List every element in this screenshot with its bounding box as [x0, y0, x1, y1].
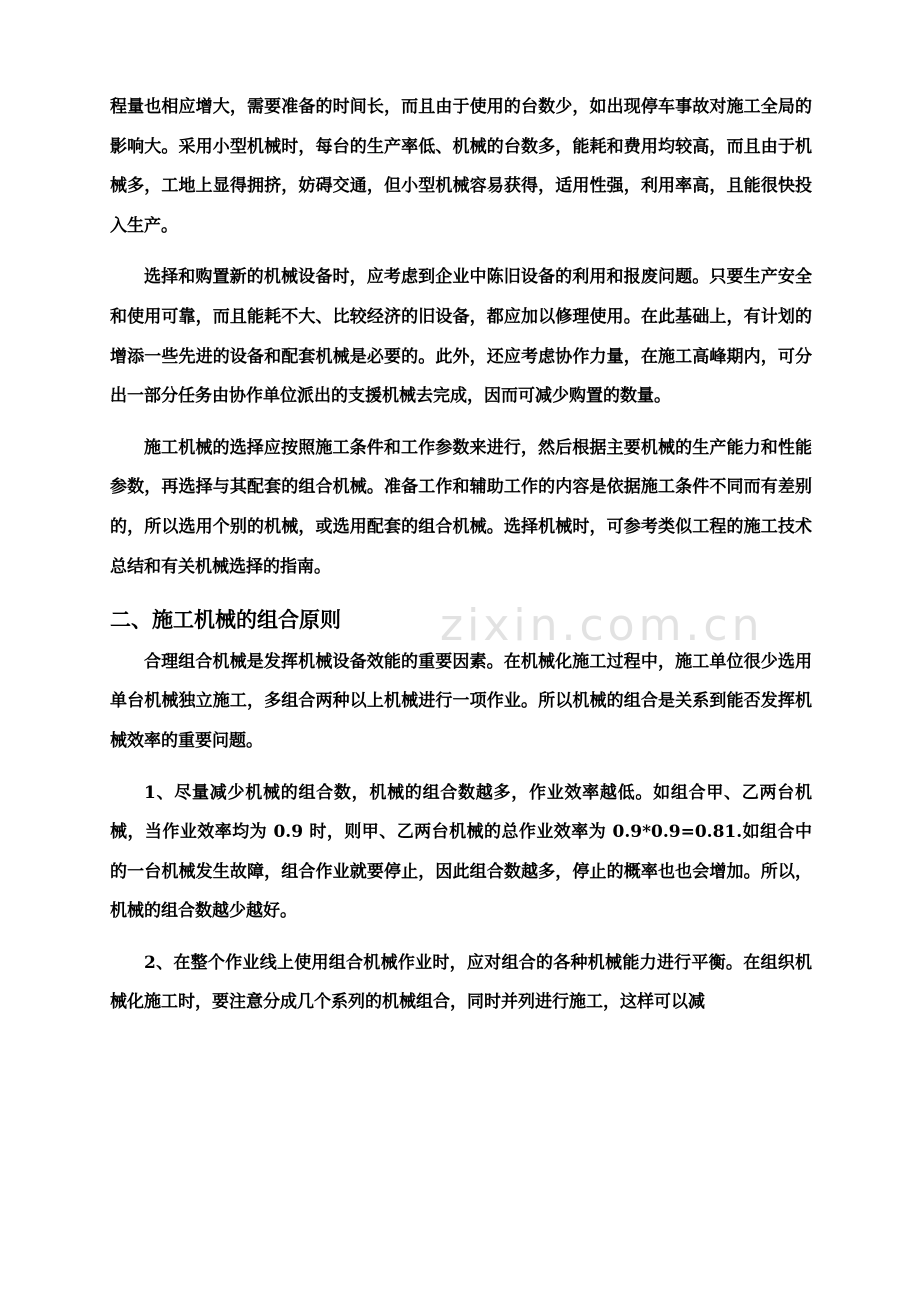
paragraph-6: 2、在整个作业线上使用组合机械作业时，应对组合的各种机械能力进行平衡。在组织机械化施工时，要注意分成几个系列的机械组合，同时并列进行施工，这样可以减 — [110, 952, 812, 1013]
paragraph-4: 合理组合机械是发挥机械设备效能的重要因素。在机械化施工过程中，施工单位很少选用单台机械独立施工，多组合两种以上机械进行一项作业。所以机械的组合是关系到能否发挥机械效率的重要问题。 — [110, 651, 812, 751]
paragraph-3: 施工机械的选择应按照施工条件和工作参数来进行，然后根据主要机械的生产能力和性能参数，再选择与其配套的组合机械。准备工作和辅助工作的内容是依据施工条件不同而有差别的，所以选用个别的机械，或选用配套的组合机械。选择机械时，可参考类似工程的施工技术总结和有关机械选择的指南。 — [110, 437, 812, 577]
paragraph-1: 程量也相应增大，需要准备的时间长，而且由于使用的台数少，如出现停车事故对施工全局的影响大。采用小型机械时，每台的生产率低、机械的台数多，能耗和费用均较高，而且由于机械多，工地上显得拥挤，妨碍交通，但小型机械容易获得，适用性强，利用率高，且能很快投入生产。 — [110, 97, 812, 236]
document-page — [110, 88, 812, 1023]
paragraph-5: 1、尽量减少机械的组合数，机械的组合数越多，作业效率越低。如组合甲、乙两台机械，当作业效率均为 0.9 时，则甲、乙两台机械的总作业效率为 0.9*0.9=0.81.如组合中的一台机械发生故障，组合作业就要停止，因此组合数越多，停止的概率也也会增加。所以，机械的组合数越少越好。 — [110, 782, 812, 922]
watermark: zixin.com.cn — [440, 600, 764, 651]
section-heading: 二、施工机械的组合原则 — [110, 608, 341, 633]
paragraph-2: 选择和购置新的机械设备时，应考虑到企业中陈旧设备的利用和报废问题。只要生产安全和使用可靠，而且能耗不大、比较经济的旧设备，都应加以修理使用。在此基础上，有计划的增添一些先进的设备和配套机械是必要的。此外，还应考虑协作力量，在施工高峰期内，可分出一部分任务由协作单位派出的支援机械去完成，因而可减少购置的数量。 — [110, 267, 812, 407]
